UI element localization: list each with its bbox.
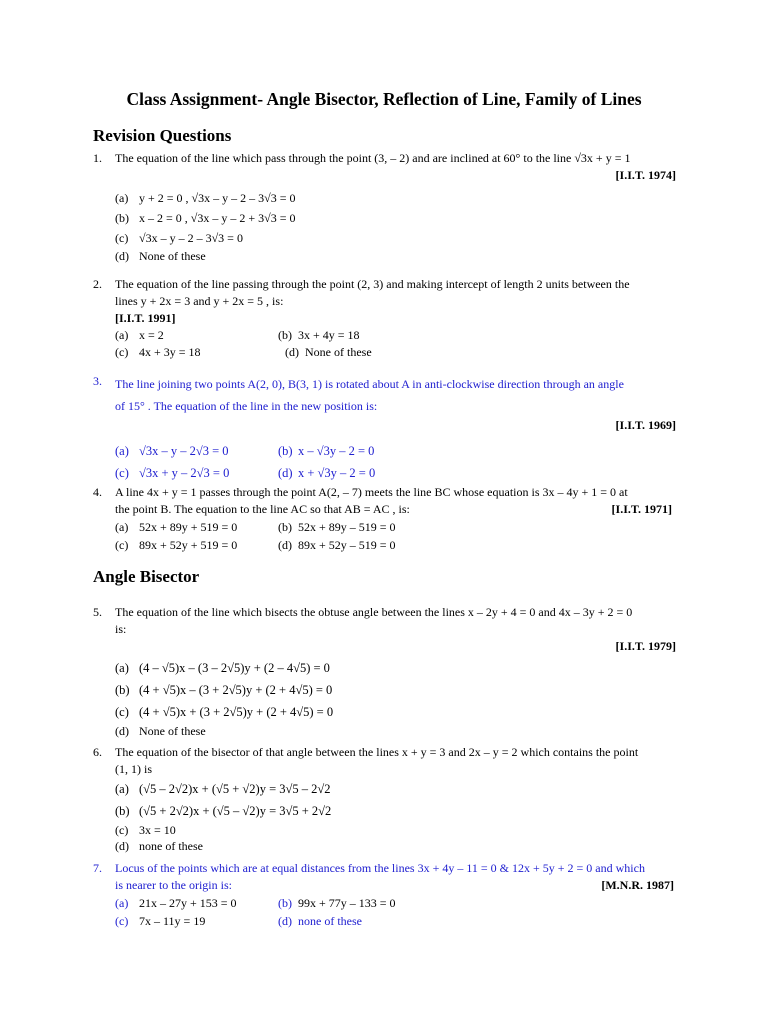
option-text: (√5 – 2√2)x + (√5 + √2)y = 3√5 – 2√2 (139, 782, 331, 796)
question-number: 3. (93, 374, 102, 388)
question-text: The equation of the bisector of that angle between the lines x + y = 3 and 2x – y = 2 which contains the point (115, 745, 639, 759)
option-text: 4x + 3y = 18 (139, 345, 201, 359)
page-title: Class Assignment- Angle Bisector, Reflection of Line, Family of Lines (126, 89, 642, 109)
option-label: (a) (115, 191, 129, 205)
exam-reference: [I.I.T. 1991] (115, 311, 176, 325)
option-text: y + 2 = 0 , √3x – y – 2 – 3√3 = 0 (139, 191, 296, 205)
exam-reference: [I.I.T. 1969] (615, 418, 676, 432)
question-text: The equation of the line which bisects the obtuse angle between the lines x – 2y + 4 = 0 and 4x – 3y + 2 = 0 (115, 605, 633, 619)
option-label: (a) (115, 896, 129, 910)
section-heading-revision: Revision Questions (93, 126, 232, 145)
option-label: (c) (115, 345, 129, 359)
option-label: (c) (115, 538, 129, 552)
exam-reference: [I.I.T. 1979] (615, 639, 676, 653)
option-text: 3x + 4y = 18 (298, 328, 360, 342)
option-label: (a) (115, 444, 129, 458)
option-label: (b) (115, 683, 130, 697)
question-text: the point B. The equation to the line AC so that AB = AC , is: (115, 502, 410, 516)
exam-reference: [I.I.T. 1974] (615, 168, 676, 182)
option-label: (a) (115, 782, 129, 796)
option-text: None of these (305, 345, 372, 359)
option-text: √3x – y – 2√3 = 0 (139, 444, 229, 458)
option-text: x = 2 (139, 328, 164, 342)
question-text: The equation of the line which pass through the point (3, – 2) and are inclined at 60° to the line √3x + y = 1 (115, 151, 631, 165)
option-label: (b) (278, 328, 292, 342)
option-text: x – 2 = 0 , √3x – y – 2 + 3√3 = 0 (139, 211, 296, 225)
option-label: (d) (285, 345, 299, 359)
option-text: (4 – √5)x – (3 – 2√5)y + (2 – 4√5) = 0 (139, 661, 330, 675)
option-label: (b) (278, 896, 292, 910)
option-text: 89x + 52y + 519 = 0 (139, 538, 238, 552)
option-label: (d) (115, 839, 129, 853)
option-text: x – √3y – 2 = 0 (298, 444, 375, 458)
exam-reference: [M.N.R. 1987] (601, 878, 674, 892)
question-number: 5. (93, 605, 102, 619)
option-text: (4 + √5)x + (3 + 2√5)y + (2 + 4√5) = 0 (139, 705, 334, 719)
option-label: (d) (278, 914, 292, 928)
question-number: 6. (93, 745, 102, 759)
question-number: 7. (93, 861, 102, 875)
option-label: (c) (115, 231, 129, 245)
question-text: The line joining two points A(2, 0), B(3, 1) is rotated about A in anti-clockwise direction through an angle (115, 377, 624, 391)
option-text: 99x + 77y – 133 = 0 (298, 896, 396, 910)
option-text: none of these (139, 839, 203, 853)
option-text: x + √3y – 2 = 0 (298, 466, 376, 480)
option-label: (c) (115, 823, 129, 837)
question-6 (93, 744, 676, 854)
section-heading-angle-bisector: Angle Bisector (93, 567, 200, 586)
option-label: (c) (115, 705, 129, 719)
question-text: is: (115, 622, 127, 636)
question-number: 1. (93, 151, 102, 165)
option-label: (d) (278, 466, 293, 480)
option-text: 52x + 89y + 519 = 0 (139, 520, 238, 534)
exam-reference: [I.I.T. 1971] (611, 502, 672, 516)
question-text: is nearer to the origin is: (115, 878, 232, 892)
option-text: (√5 + 2√2)x + (√5 – √2)y = 3√5 + 2√2 (139, 804, 332, 818)
question-4 (93, 484, 676, 554)
option-text: 21x – 27y + 153 = 0 (139, 896, 237, 910)
question-number: 2. (93, 277, 102, 291)
option-text: 52x + 89y – 519 = 0 (298, 520, 396, 534)
question-text: (1, 1) is (115, 762, 152, 776)
question-text: of 15° . The equation of the line in the new position is: (115, 399, 378, 413)
question-1 (93, 150, 676, 265)
option-label: (d) (115, 724, 129, 738)
option-text: None of these (139, 724, 206, 738)
option-label: (b) (115, 804, 130, 818)
question-text: Locus of the points which are at equal distances from the lines 3x + 4y – 11 = 0 & 12x + 5y + 2 = 0 and which (115, 861, 645, 875)
option-label: (c) (115, 466, 129, 480)
option-text: none of these (298, 914, 362, 928)
option-text: 89x + 52y – 519 = 0 (298, 538, 396, 552)
option-label: (b) (115, 211, 129, 225)
option-label: (a) (115, 661, 129, 675)
option-label: (c) (115, 914, 129, 928)
question-text: lines y + 2x = 3 and y + 2x = 5 , is: (115, 294, 284, 308)
option-text: None of these (139, 249, 206, 263)
option-label: (d) (278, 538, 292, 552)
question-text: A line 4x + y = 1 passes through the point A(2, – 7) meets the line BC whose equation is 3x – 4y + 1 = 0 at (115, 485, 628, 499)
option-label: (b) (278, 520, 292, 534)
option-label: (a) (115, 328, 129, 342)
question-2 (93, 276, 676, 361)
question-5 (93, 604, 676, 740)
option-label: (a) (115, 520, 129, 534)
option-text: (4 + √5)x – (3 + 2√5)y + (2 + 4√5) = 0 (139, 683, 333, 697)
question-text: The equation of the line passing through the point (2, 3) and making intercept of length 2 units between the (115, 277, 630, 291)
option-text: 7x – 11y = 19 (139, 914, 206, 928)
question-3 (93, 373, 676, 484)
question-7 (93, 860, 676, 930)
option-text: √3x + y – 2√3 = 0 (139, 466, 230, 480)
option-text: 3x = 10 (139, 823, 176, 837)
option-text: √3x – y – 2 – 3√3 = 0 (139, 231, 243, 245)
option-label: (d) (115, 249, 129, 263)
option-label: (b) (278, 444, 293, 458)
question-number: 4. (93, 485, 102, 499)
